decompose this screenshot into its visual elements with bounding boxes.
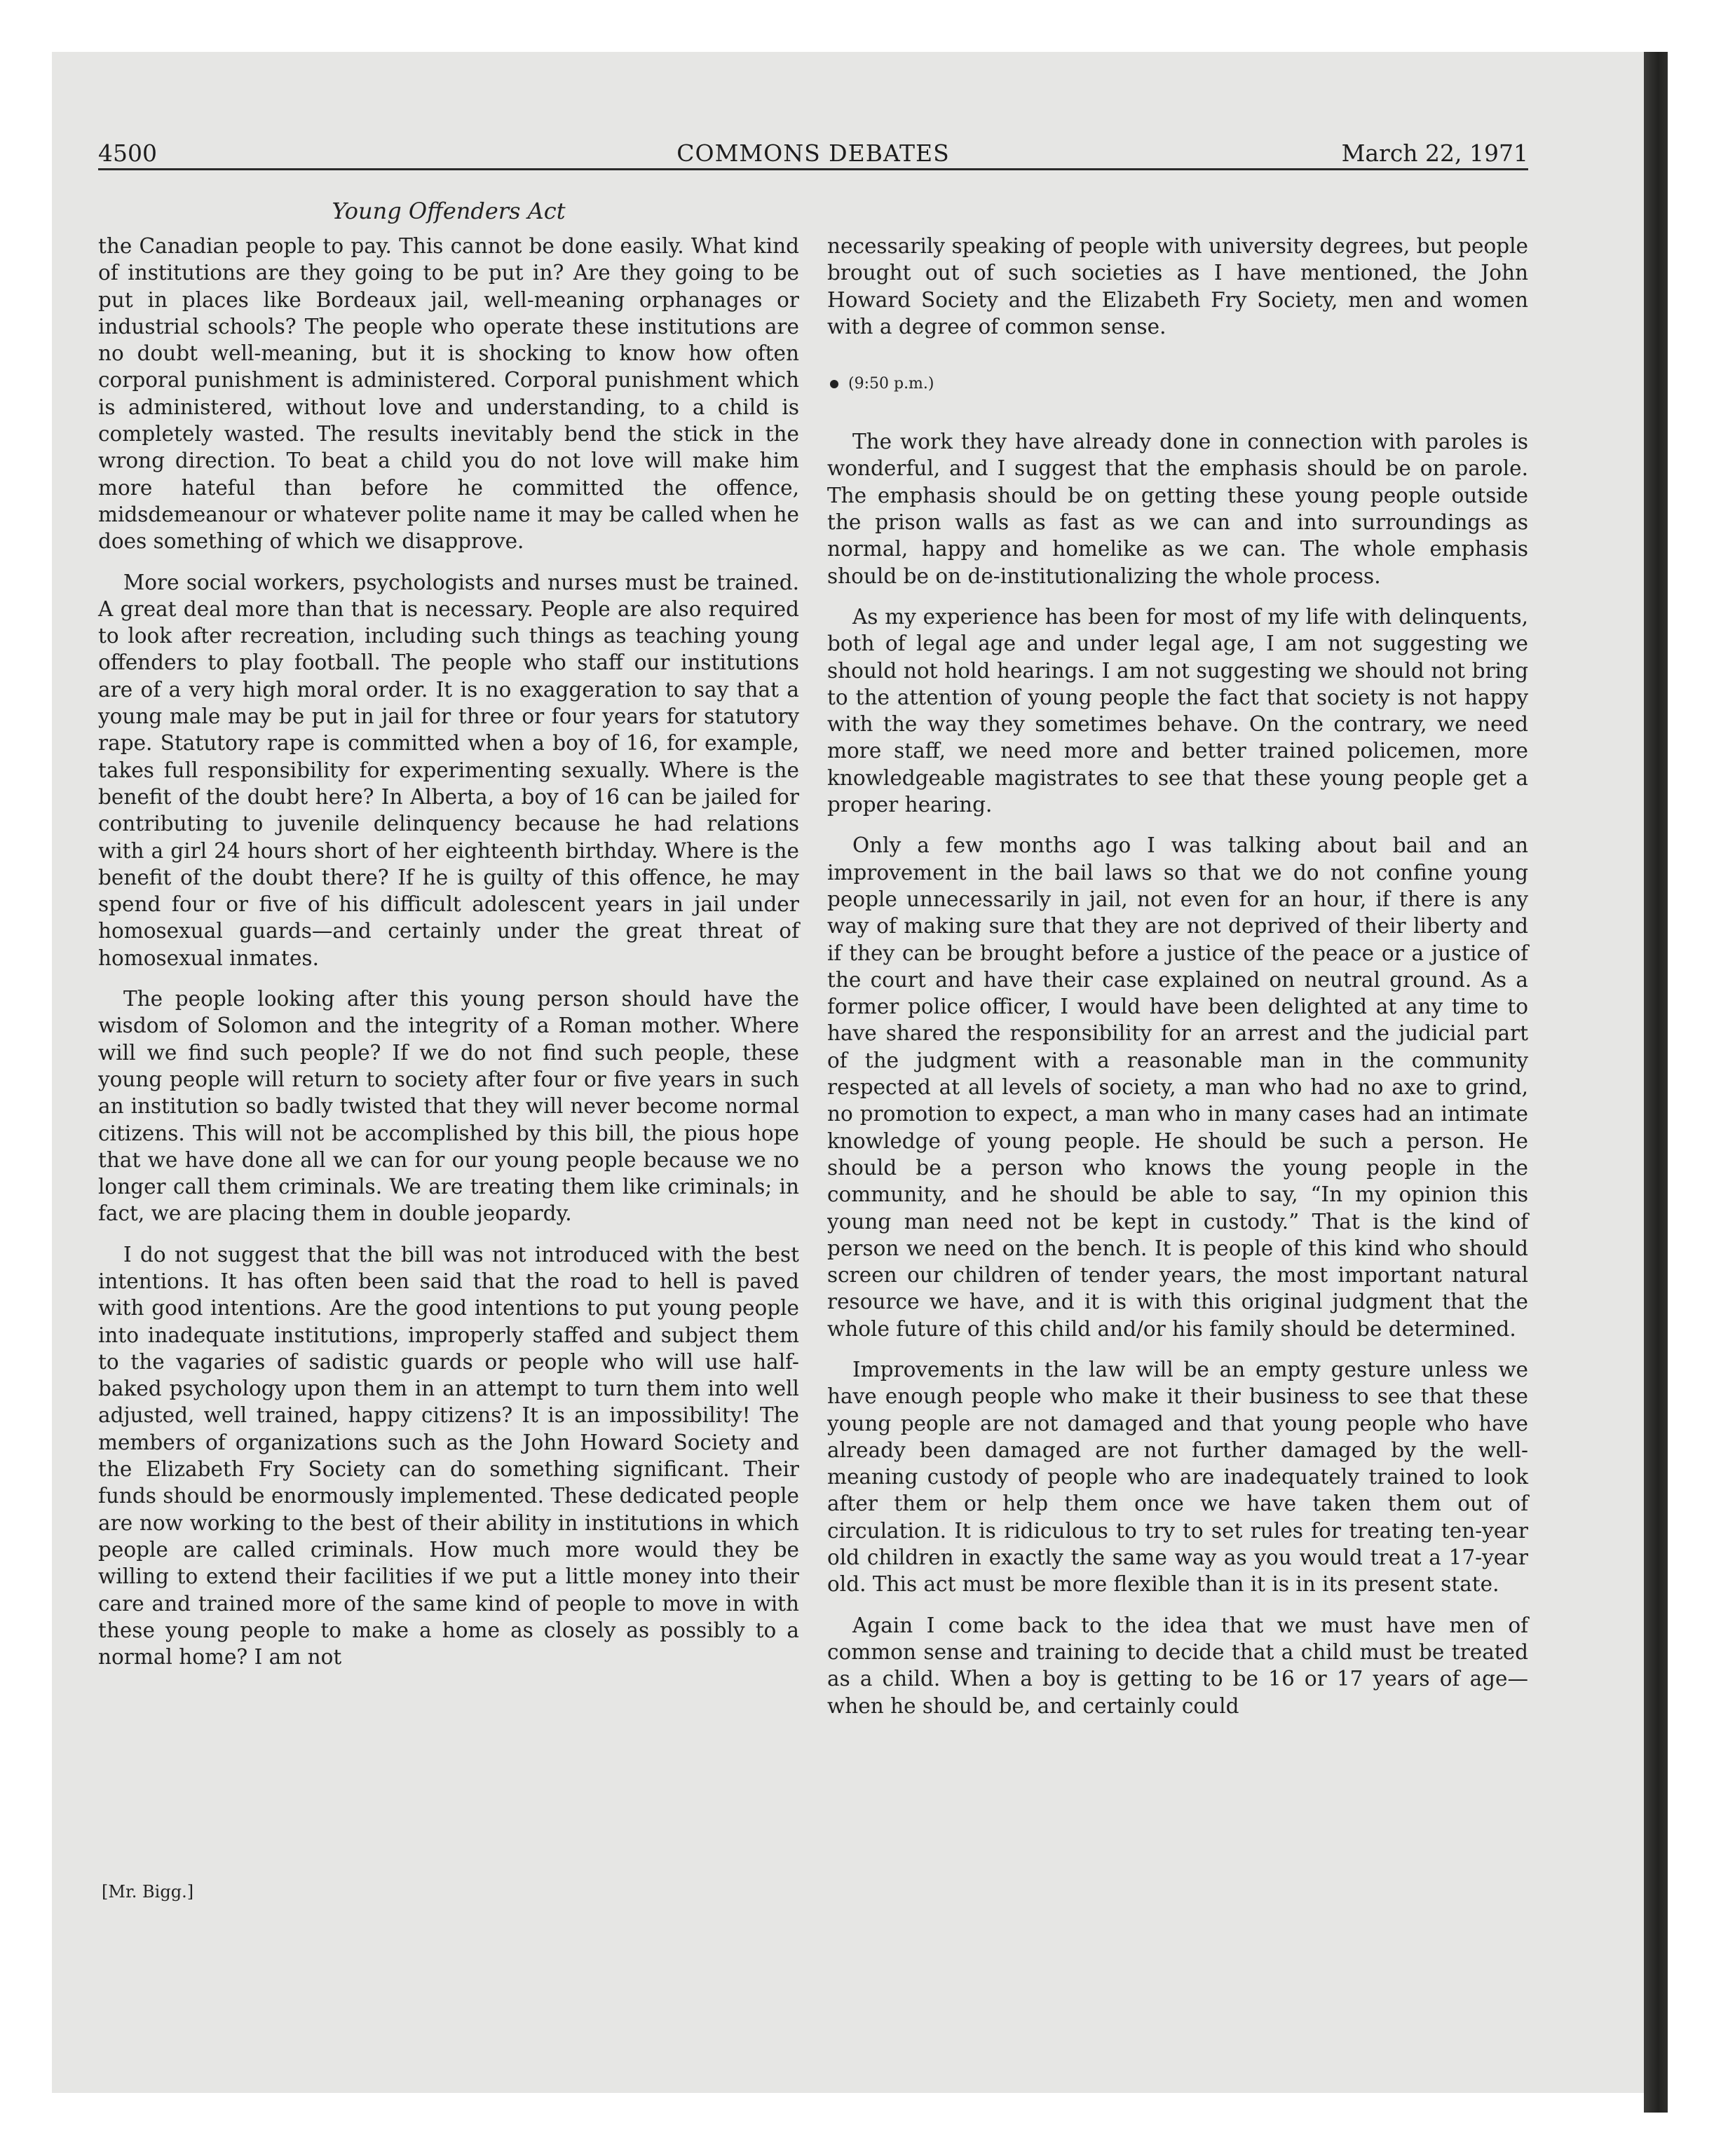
time-marker	[827, 374, 1528, 395]
paragraph: the Canadian people to pay. This cannot be done easily. What kind of institutions are they going to be put in? Are they going to be put in places like Bordeaux jail, well-meaning orphanages or industrial schools? The people who operate these institutions are no doubt well-meaning, but it is shocking to know how often corporal punishment is administered. Corporal punishment which is administered, without love and understanding, to a child is completely wasted. The results inevitably bend the stick in the wrong direction. To beat a child you do not love will make him more hateful than before he committed the offence, midsdemeanour or whatever polite name it may be called when he does something of which we disapprove.	[98, 234, 799, 554]
right-column	[827, 233, 1528, 1733]
paragraph: Improvements in the law will be an empty gesture unless we have enough people who make it their business to see that these young people are not damaged and that young people who have already been damaged are not further damaged by the well-meaning custody of people who are inadequately trained to look after them or help them once we have taken them out of circulation. It is ridiculous to try to set rules for treating ten-year old children in exactly the same way as you would treat a 17-year old. This act must be more flexible than it is in its present state.	[827, 1357, 1528, 1597]
paragraph: As my experience has been for most of my life with delinquents, both of legal age and under legal age, I am not suggesting we should not hold hearings. I am not suggesting we should not bring to the attention of young people the fact that society is not happy with the way they sometimes behave. On the contrary, we need more staff, we need more and better trained policemen, more knowledgeable magistrates to see that these young people get a proper hearing.	[827, 604, 1528, 817]
paragraph: The people looking after this young person should have the wisdom of Solomon and the integrity of a Roman mother. Where will we find such people? If we do not find such people, these young people will return to society after four or five years in such an institution so badly twisted that they will never become normal citizens. This will not be accomplished by this bill, the pious hope that we have done all we can for our young people because we no longer call them criminals. We are treating them like criminals; in fact, we are placing them in double jeopardy.	[98, 987, 799, 1226]
book-spine-shadow	[1644, 52, 1668, 2113]
paragraph: I do not suggest that the bill was not introduced with the best intentions. It has often been said that the road to hell is paved with good intentions. Are the good intentions to put young people into inadequate institutions, improperly staffed and subject them to the vagaries of sadistic guards or people who will use half-baked psychology upon them in an attempt to turn them into well adjusted, well trained, happy citizens? It is an impossibility! The members of organizations such as the John Howard Society and the Elizabeth Fry Society can do something significant. Their funds should be enormously implemented. These dedicated people are now working to the best of their ability in institutions in which people are called criminals. How much more would they be willing to extend their facilities if we put a little money into their care and trained more of the same kind of people to move in with these young people to make a home as closely as possibly to a normal home? I am not	[98, 1242, 799, 1670]
paragraph: Again I come back to the idea that we must have men of common sense and training to decide that a child must be treated as a child. When a boy is getting to be 16 or 17 years of age—when he should be, and certainly could	[827, 1613, 1528, 1718]
paragraph: necessarily speaking of people with university degrees, but people brought out of such societies as I have mentioned, the John Howard Society and the Elizabeth Fry Society, men and women with a degree of common sense.	[827, 234, 1528, 339]
page-number: 4500	[98, 139, 157, 167]
running-head: Young Offenders Act	[332, 198, 566, 224]
publication-title: COMMONS DEBATES	[676, 139, 950, 167]
bullet-icon	[830, 380, 838, 388]
page-header	[98, 135, 1528, 170]
paragraph: Only a few months ago I was talking about bail and an improvement in the bail laws so that we do not confine young people unnecessarily in jail, not even for an hour, if there is any way of making sure that they are not deprived of their liberty and if they can be brought before a justice of the peace or a justice of the court and have their case explained on neutral ground. As a former police officer, I would have been delighted at any time to have shared the responsibility for an arrest and the judicial part of the judgment with a reasonable man in the community respected at all levels of society, a man who had no axe to grind, no promotion to expect, a man who in many cases had an intimate knowledge of young people. He should be such a person. He should be a person who knows the young people in the community, and he should be able to say, “In my opinion this young man need not be kept in custody.” That is the kind of person we need on the bench. It is people of this kind who should screen our children of tender years, the most important natural resource we have, and it is with this original judgment that the whole future of this child and/or his family should be determined.	[827, 833, 1528, 1341]
left-column	[98, 233, 799, 1684]
paragraph: More social workers, psychologists and nurses must be trained. A great deal more than that is necessary. People are also required to look after recreation, including such things as teaching young offenders to play football. The people who staff our institutions are of a very high moral order. It is no exaggeration to say that a young male may be put in jail for three or four years for statutory rape. Statutory rape is committed when a boy of 16, for example, takes full responsibility for experimenting sexually. Where is the benefit of the doubt here? In Alberta, a boy of 16 can be jailed for contributing to juvenile delinquency because he had relations with a girl 24 hours short of her eighteenth birthday. Where is the benefit of the doubt there? If he is guilty of this offence, he may spend four or five of his difficult adolescent years in jail under homosexual guards—and certainly under the great threat of homosexual inmates.	[98, 570, 799, 970]
paragraph: The work they have already done in connection with paroles is wonderful, and I suggest that the emphasis should be on parole. The emphasis should be on getting these young people outside the prison walls as fast as we can and into surroundings as normal, happy and homelike as we can. The whole emphasis should be on de-institutionalizing the whole process.	[827, 430, 1528, 588]
speaker-footer: [Mr. Bigg.]	[102, 1882, 194, 1902]
page-date: March 22, 1971	[1341, 139, 1528, 167]
time-marker-text: (9:50 p.m.)	[848, 375, 934, 393]
